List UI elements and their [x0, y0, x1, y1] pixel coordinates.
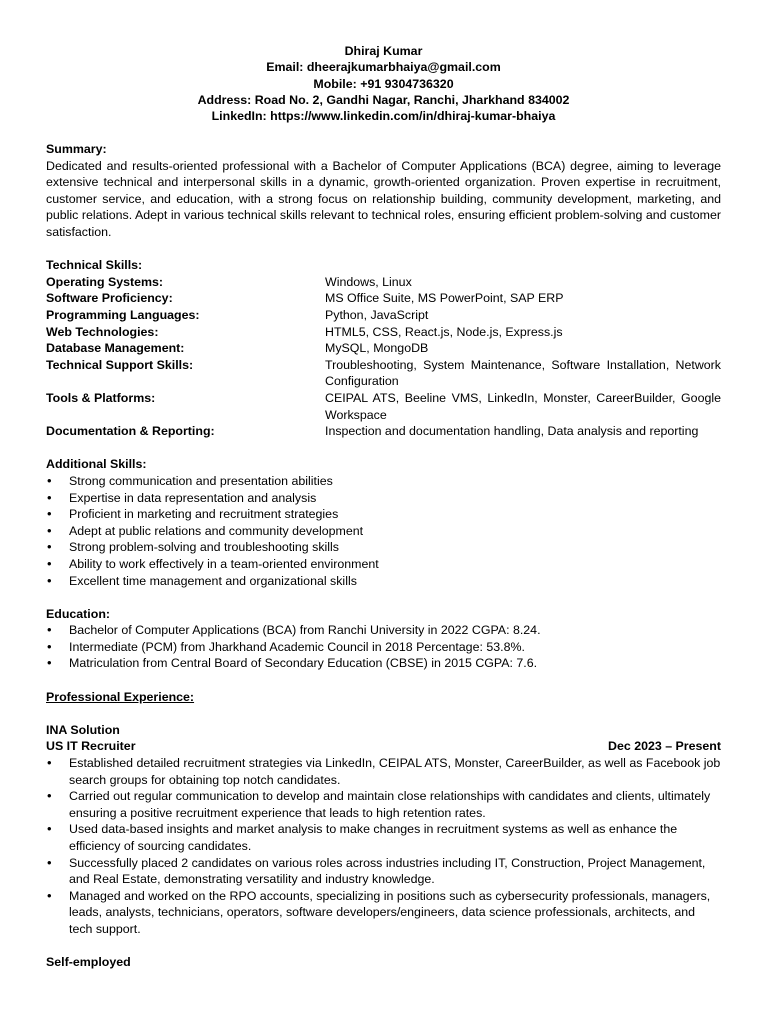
skill-label: Tools & Platforms:: [46, 390, 156, 405]
skill-label: Software Proficiency:: [46, 291, 173, 306]
additional-skills-heading: Additional Skills:: [46, 457, 147, 472]
skill-value: Python, JavaScript: [325, 308, 429, 323]
skill-row: [46, 324, 721, 341]
education-list: [46, 622, 721, 672]
list-item: • Used data-based insights and market analysis to make changes in recruitment systems as well as enhance the efficiency of sourcing candidates.: [46, 821, 721, 854]
list-item: • Matriculation from Central Board of Secondary Education (CBSE) in 2015 CGPA: 7.6.: [46, 655, 721, 672]
skill-row: [46, 423, 721, 440]
contact-header: [46, 43, 721, 124]
skill-label: Technical Support Skills:: [46, 357, 194, 372]
skill-row: [46, 340, 721, 357]
skill-row: [46, 357, 721, 390]
skill-label: Database Management:: [46, 341, 185, 356]
job-bullets: [46, 755, 721, 938]
summary-heading: Summary:: [46, 142, 107, 157]
list-item: • Intermediate (PCM) from Jharkhand Academic Council in 2018 Percentage: 53.8%.: [46, 639, 721, 656]
candidate-name: Dhiraj Kumar: [344, 44, 423, 58]
education-section: [46, 606, 721, 672]
summary-section: [46, 141, 721, 241]
skill-row: [46, 274, 721, 291]
resume-content: [46, 43, 721, 971]
list-item: • Managed and worked on the RPO accounts, specializing in positions such as cybersecurity professionals, managers, leads, analysts, technicians, operators, software developers/engineers, data science professionals, architects, and tech support.: [46, 888, 721, 938]
address-line: Address: Road No. 2, Gandhi Nagar, Ranchi, Jharkhand 834002: [197, 92, 570, 107]
additional-skills-list: [46, 473, 721, 589]
email-line: Email: dheerajkumarbhaiya@gmail.com: [266, 60, 501, 75]
skill-label: Documentation & Reporting:: [46, 424, 215, 439]
skill-row: [46, 290, 721, 307]
company-name: INA Solution: [46, 722, 120, 737]
list-item: • Carried out regular communication to develop and maintain close relationships with candidates and clients, ultimately ensuring a positive recruitment experience that leads to high retention rates.: [46, 788, 721, 821]
experience-section: [46, 689, 721, 971]
skill-value: Windows, Linux: [325, 274, 412, 289]
education-heading: Education:: [46, 606, 111, 621]
skill-value: HTML5, CSS, React.js, Node.js, Express.js: [325, 324, 563, 339]
skill-value: Troubleshooting, System Maintenance, Software Installation, Network Configuration: [325, 357, 721, 389]
list-item: • Strong communication and presentation abilities: [46, 473, 721, 490]
company-name: Self-employed: [46, 955, 131, 970]
list-item: • Strong problem-solving and troubleshooting skills: [46, 539, 721, 556]
technical-skills-section: [46, 257, 721, 440]
job-dates: Dec 2023 – Present: [608, 739, 721, 754]
list-item: • Adept at public relations and community development: [46, 523, 721, 540]
skill-value: MySQL, MongoDB: [325, 341, 429, 356]
mobile-line: Mobile: +91 9304736320: [313, 76, 454, 91]
list-item: • Ability to work effectively in a team-oriented environment: [46, 556, 721, 573]
list-item: • Successfully placed 2 candidates on various roles across industries including IT, Construction, Project Management, and Real Estate, demonstrating versatility and industry knowledge.: [46, 855, 721, 888]
job-role: US IT Recruiter: [46, 739, 136, 754]
skill-value: Inspection and documentation handling, Data analysis and reporting: [325, 424, 699, 439]
experience-heading: Professional Experience:: [46, 689, 195, 704]
skill-label: Operating Systems:: [46, 274, 164, 289]
skill-label: Web Technologies:: [46, 324, 159, 339]
list-item: • Established detailed recruitment strategies via LinkedIn, CEIPAL ATS, Monster, CareerBuilder, as well as Facebook job search groups for obtaining top notch candidates.: [46, 755, 721, 788]
list-item: • Proficient in marketing and recruitment strategies: [46, 506, 721, 523]
skill-value: MS Office Suite, MS PowerPoint, SAP ERP: [325, 291, 564, 306]
skill-row: [46, 307, 721, 324]
linkedin-line: LinkedIn: https://www.linkedin.com/in/dhiraj-kumar-bhaiya: [211, 109, 556, 124]
skill-label: Programming Languages:: [46, 308, 200, 323]
skill-row: [46, 390, 721, 423]
skill-value: CEIPAL ATS, Beeline VMS, LinkedIn, Monster, CareerBuilder, Google Workspace: [325, 390, 721, 422]
list-item: • Bachelor of Computer Applications (BCA) from Ranchi University in 2022 CGPA: 8.24.: [46, 622, 721, 639]
role-row: [46, 738, 721, 755]
additional-skills-section: [46, 456, 721, 589]
list-item: • Expertise in data representation and analysis: [46, 490, 721, 507]
summary-text: Dedicated and results-oriented professional with a Bachelor of Computer Applications (BCA) degree, aiming to leverage extensive technical and interpersonal skills in a dynamic, growth-oriented organization. Proven expertise in recruitment, customer service, and education, with a strong focus on relationship building, community development, marketing, and public relations. Adept in various technical skills relevant to technical roles, ensuring efficient problem-solving and customer satisfaction.: [46, 158, 721, 240]
list-item: • Excellent time management and organizational skills: [46, 573, 721, 590]
technical-skills-heading: Technical Skills:: [46, 258, 143, 273]
